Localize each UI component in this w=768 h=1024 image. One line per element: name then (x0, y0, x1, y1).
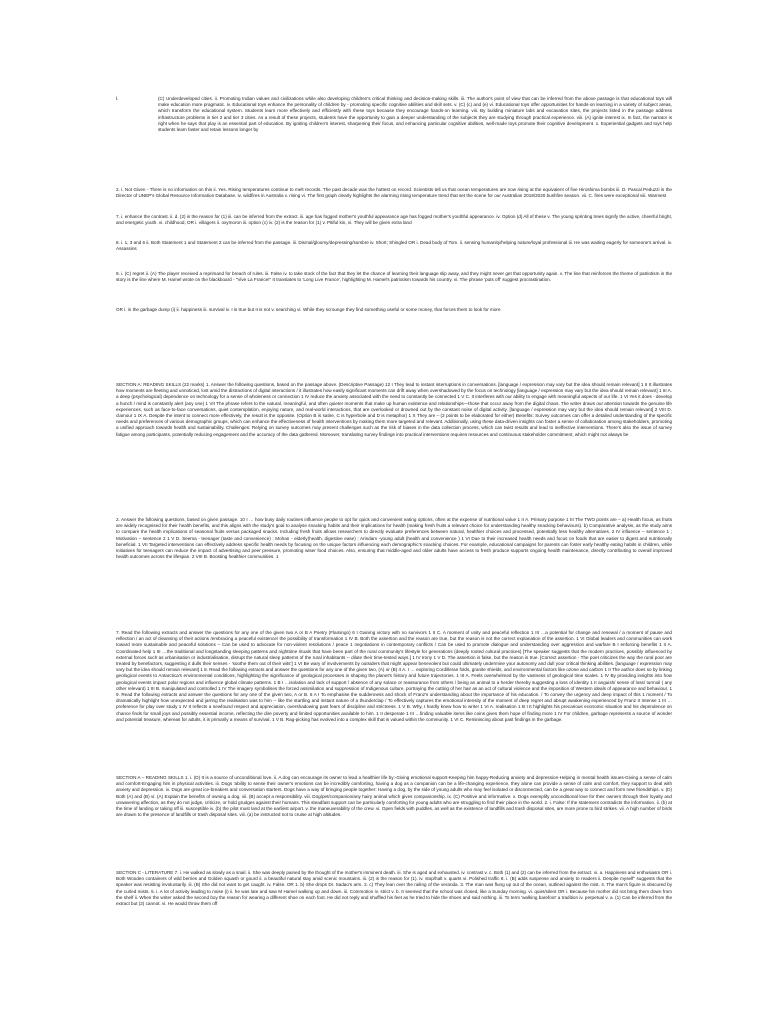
answer-paragraph-11: SECTION C - LITERATURE 7. i. He walked as slowly as a snail. ii. She was deeply pained by the thought of the mother's imminent death. iii. She is aged and exhausted. iv. contrast v. c. Both (1) and (2) can be inferred from the extract. vi. a. Happiness and enthusiasm OR i. Both Wooden containers of wild berries and Golden squash or gourd ii. a beautiful natural stay amid scenic mountains. iii. (2) is the reason for (1). iv. stop/halt v. quarts vi. Polished traffic 8. i. (B) adds suspense and anxiety to readers ii. Despite myself" suggests that the speaker was resisting involuntarily. iii. (B) She did not want to get caught. iv. False. OR 1. b) She drops Dr. Sadao's arm. 2. c) They lean over the railing of the veranda. 3. The man was flung up out of the ocean, outlined against the mist. 4. The man's figure is obscured by the curled mists. 5. i. A lot of activity leading to noise (i) ii. he was late and saw M Hamel walking up and down. iii. Commotion iv. strict v. b. It seemed that the school was closed, like a Sunday morning. vi. quiet/silent OR i. Because his mother did not bring them down from the shelf ii. When the writer asked the second boy the reason for wearing a different shoe on each foot. He did not reply and shuffled his feet as he tried to hide the shoes and said nothing. iii. To term 'walking barefoot' a tradition iv. perpetual v. a. (1) Can be inferred from the extract but (2) cannot. vi. He would throw them off (116, 870, 672, 907)
answer-paragraph-1: (C) Underdeveloped cities. ii. Promoting Indian values and civilizations while also developing children's critical thinking and decision-making skills. iii. The author's point of view that can be inferred from the above passage is that educational toys will make education more pragmatic. iv. Educational toys enhance the personality of children by - promoting specific cognitive abilities and skill sets. v. (C) (c) and (e) vi. Educational toys offer opportunities for hands-on learning in a variety of subject areas, which transform the educational system. Students learn more effectively and efficiently with these toys because they encourage hands-on learning. viii. By building miniature labs and excavation sites, the projects listed in the passage address infrastructure problems in tier 2 and tier 3 cities. As a result of these projects, students have the opportunity to gain a deeper understanding of the subjects they are studying through practical experience. viii. (A) ignite interest ix. In fact, the narrator is right when he says that play is an essential part of education. By igniting children's interest, sharpening their focus, and enhancing particular cognitive abilities, well-made toys promote their cognitive development. x. Experiential gadgets and toys help students learn faster and retain lessons longer by (158, 96, 672, 133)
answer-paragraph-8: 2. Answer the following questions, based on given passage. 10 I … how busy daily routines influence people to opt for quick and convenient eating options, often at the expense of nutritional value 1 II A. Primary purpose 1 III The TWO points are – a) Health focus, as fruits are widely recognised for their health benefits, and this aligns with the study's goal to analyse snacking habits and their implications for health (making fresh fruits a relevant choice for understanding healthy snacking behaviours). b) Comparative analysis, as the study aims to compare the health implications of seasonal fruits versus packaged snacks. Including fresh fruits allows researchers to directly evaluate preferences between natural, healthier choices and processed, potentially less healthy alternatives. 2 IV influence – sentence 1 ; Motivation – sentence 2 1 V D. Seema - teenager (taste and convenience) ; Mohan - elderly(health, digestive ease) ; Arindam -young adult (health and convenience ) 1 VI Due to their increased health needs and focus on foods that are easier to digest and nutritionally beneficial. 1 VII Targeted interventions can effectively address specific health needs by focusing on the unique factors influencing each demographic's snacking choices. For example, educational campaigns for parents can foster early healthy eating habits in children, while initiatives for teenagers can reduce the impact of advertising and peer pressure, promoting wiser food choices. Also, ensuring that middle-aged and older adults have access to fresh produce supports ongoing health maintenance, directly contributing to overall improved health outcomes across the lifespan. 2 VIII B. Boosting healthier communities. 1 (116, 517, 672, 560)
list-marker: i. (116, 96, 119, 102)
answer-paragraph-4: 8. i. 1, 3 and 6 ii. Both Statement 1 and Statement 2 can be inferred from the passage. iii. Dismal/gloomy/depressing/sombre iv. Short; Shingled OR i. Dead body of Tom. ii. sensing humanity/helping nature/loyal professional iii. He was waiting eagerly for someone's arrival. iv. Assassins (116, 240, 672, 252)
answer-paragraph-9: 7. Read the following extracts and answer the questions for any one of the given two A or B A Poetry (Flamingo) 6 I Gaining victory with no survivors 1 II C. A moment of unity and peaceful reflection 1 III …a potential for change and renewal / a moment of pause and reflection / an act of cleansing of their actions /embracing a peaceful existence/ the possibility of transformation 1 IV B. Both the assertion and the reason are true, but the reason is not the correct explanation of the assertion. 1 VI Global leaders and communities can work toward more sustainable and peaceful solutions – Can be used to advocate for non-violent resolutions / peace 1 negotiations in contemporary conflicts / Can be used to promote dialogue and understanding over aggression and warfare B I enforcing benefits 1 II A. Coordinated help 1 III …the traditional and longstanding sleeping patterns and nighttime rituals that have been part of the rural community's lifestyle for generations (deeply rooted cultural practices) [The speaker suggests that the modern practices, possibly influenced by external forces such as urbanisation or industrialisation, disrupt the natural sleep patterns of the rural inhabitants -- dilute their time-tested ways.] 1 IV Irony 1 V D. The assertion is false, but the reason is true. [Correct assertion - The poet criticizes the way the rural poor are treated by benefactors, suggesting it dulls their senses - 'soothe them out of their wits'] 1 VI Be wary of involvements by outsiders that might appear benevolent but could ultimately undermine your autonomy and dull your critical thinking abilities. [language / expression may vary but the idea should remain relevant] 1 8. Read the following extracts and answer the questions for any one of the given two, (A) or (B) 4 A. I … exploring Cordilleran folds, granite shields, and environmental factors like ozone and carbon 1 II The author does so by linking geological events to Antarctica's environmental conditions, highlighting the significance of geological processes in shaping the planet's history and future trajectories. 1 III A. Feels overwhelmed by the vastness of geological time scales. 1 IV By providing insights into how geological events impact polar regions and influence global climate patterns. 1 B I …isolation and lack of support / absence of any solace or reassurance from others / being an animal to a herder thereby suggesting a loss of identity 1 II anguish/ sense of loss/ turmoil ( any other relevant) 1 III B. manipulated and controlled 1 IV The imagery symbolises the forced assimilation and suppression of Indigenous culture, portraying the cutting of her hair as an act of cultural violence and the imposition of Western ideals of appearance and behaviour. 1 9. Read the following extracts and answer the questions for any one of the given two, A or B. 6 A I To emphasise the suddenness and shock of Franz's understanding about the importance of his education. / To convey the urgency and deep impact of this 1 moment / To dramatically highlight how unexpected and jarring the realisation was to him -- like the startling and instant nature of a thunderclap / To effectively captures the emotional intensity of the moment of deep regret and abrupt awakening experienced by Franz II Intense 1 III …preference for play over study 1 IV It reflects a newfound respect and appreciation, overshadowing past fears of discipline and strictness. 1 V B. Why, I hardly knew how to write! 1 VI A. realisation 1 B I It highlights his precarious economic situation and his dependence on chance finds for small joys and possibly essential income, reflecting the dire poverty and limited opportunities available to him. 1 II desperate 1 III …finding valuable items like coins gives them hope of finding more 1 IV For children, garbage represents a source of wonder and potential treasure, whereas for adults, it is primarily a means of survival. 1 V B. Rag-picking has evolved into a complex skill that is valued within the community. 1 VI C. Reminiscing about past findings in the garbage. (116, 630, 672, 722)
answer-paragraph-5: 9. i. (C) regret ii. (A) The player received a reprimand for breach of rules. iii. False iv. to take stock of the fact that they let the chance of learning their language slip away, and they might never get that opportunity again. v. The line that reinforces the theme of patriotism in the story is the line where M. Hamel wrote on the blackboard - "Vive La France!" It translates to 'Long Live France', highlighting M. Hamel's patriotism towards his country. vi. The phrase 'puts off' suggest procrastination. (116, 271, 672, 283)
answer-paragraph-3: 7. i. enhance the contrast. ii. d. (2) is the reason for (1) iii. can be inferred from the extract. iii. age has fogged mother's youthful appearance age has fogged mother's youthful appearance. iv. Option (d) All of these v. The young sprinting trees signify the active, cheerful bright, and energetic youth. vi. childhood, OR i. villagers ii. oxymoron iii. option (c) iv. (2) is the reason for (1) v. Pitiful kin, vi. They will be given extra land (116, 214, 672, 226)
answer-paragraph-7: SECTION A: READING SKILLS (22 marks) 1. Answer the following questions, based on the passage above. (Descriptive Passage) 12 I They lead to instant interruptions in conversations. [language / expression may vary but the idea should remain relevant] 1 II It illustrates how moments are fleeting and unnoticed, lost amid the distractions of digital interactions / it illustrates how easily significant moments can drift away when overshadowed by the focus on technology [language / expression may vary but the idea should remain relevant] 1 III A. a deep (psychological) dependence on technology for a sense of wholeness or connection 1 IV reduce the anxiety associated with the need to constantly be connected 1 V C. It interferes with our ability to engage with meaningful aspects of our life. 1 VI Yes it does - develop a hunch / mind is constantly alert (any one) 1 VII The phrase refers to the natural, meaningful, and often quieter moments that make up human existence and relationships—those that occur away from the digital chaos. The writer draws our attention towards the genuine life experiences, such as face-to-face conversations, quiet contemplation, enjoying nature, and real-world interactions, that are overlooked or drowned out by the constant noise of digital activity. [language / expression may vary but the idea should remain relevant] 2 VIII D. clamour 1 IX A. Despite the intent to connect more effectively, the result is the opposite. (Option B is satire, C is hyperbole and D is metaphor) 1 X They are – (2 points to be elaborated for either) Benefits: Survey outcomes can offer a detailed understanding of the specific needs and preferences of various demographic groups, which can enhance the effectiveness of health interventions by making them more targeted and relevant. Additionally, using these data-driven insights can foster a sense of collaboration among stakeholders, promoting a unified approach towards health and sustainability. Challenges: Relying on survey outcomes may present challenges such as the risk of biases in the data collection process, which can twist results and lead to ineffective interventions. There's also the issue of survey fatigue among participants, potentially reducing engagement and the accuracy of the data gathered. Moreover, translating survey findings into practical interventions requires resources and continuous stakeholder commitment, which might not always be (116, 382, 672, 437)
answer-paragraph-2: 2. i. Not Given - There is no information on this ii. Yes. Rising temperatures continue to melt records. The past decade was the hottest on record. Scientists tell us that ocean temperatures are now rising at the equivalent of five Hiroshima bombs iii. D. Pascal Peduzzi is the Director of UNEP's Global Resource Information Database. iv. wildfires in Australia v. rising vi. The first graph clearly highlights the alarming rising temperature trend that set the scene for our Australian 2019/2020 bushfire season. vii. C. fires were exceptional viii. Warmest (116, 187, 672, 199)
answer-paragraph-10: SECTION A – READING SKILLS 1. i. (D) It is a source of unconditional love. ii. A dog can encourage its owner to lead a healthier life by:-Giving emotional support-Keeping him happy-Reducing anxiety and depression-Helping in mental health issues-Giving a sense of calm and comfort-Engaging him in physical activities. iii. Dogs 'ability to sense their owner's emotions can be incredibly comforting, having a dog as a companion can be a life-changing experience, they alone can provide a sense of calm and comfort, they support to deal with anxiety and depression. iv. Dogs are great ice-breakers and conversation starters. Dogs have a way of bringing people together: Having a dog, by the side of young adults who may feel isolated or disconnected, can be a great way to connect and form new friendships. v. (D) Both (A) and (B) vi. (A) Explain the benefits of owning a dog. vii. (B) accept a responsibility. viii. Dog/pet/companion/any hairy animal which gives companionship. ix. (C) Positive and informative. x. Dogs exemplify unconditional love for their owners through their loyalty and unwavering affection, as they do not judge, criticize, or hold grudges against their humans. This steadfast support can be particularly comforting for young adults who are struggling to find their place in the world. 2. i. False: If the statement contradicts the information. ii. (b) at the time of landing or taking off iii. susceptible iv. (b) the pilot must land at the earliest airport. v. the maneuverability of the crew. vi. Open fields with puddles, as well as the existence of landfills and trash disposal sites, are more prone to bird strikes. vii. A high number of birds are drawn to the presence of landfills or trash disposal sites. viii. (a) be instructed not to cruise at high altitudes. (116, 775, 672, 818)
answer-paragraph-6: OR i. in the garbage dump (i) ii. happiness iii. survival iv. I is true but II is not v. searching vi. While they scrounge they find something useful or some money, that forces them to look for more (116, 307, 501, 312)
